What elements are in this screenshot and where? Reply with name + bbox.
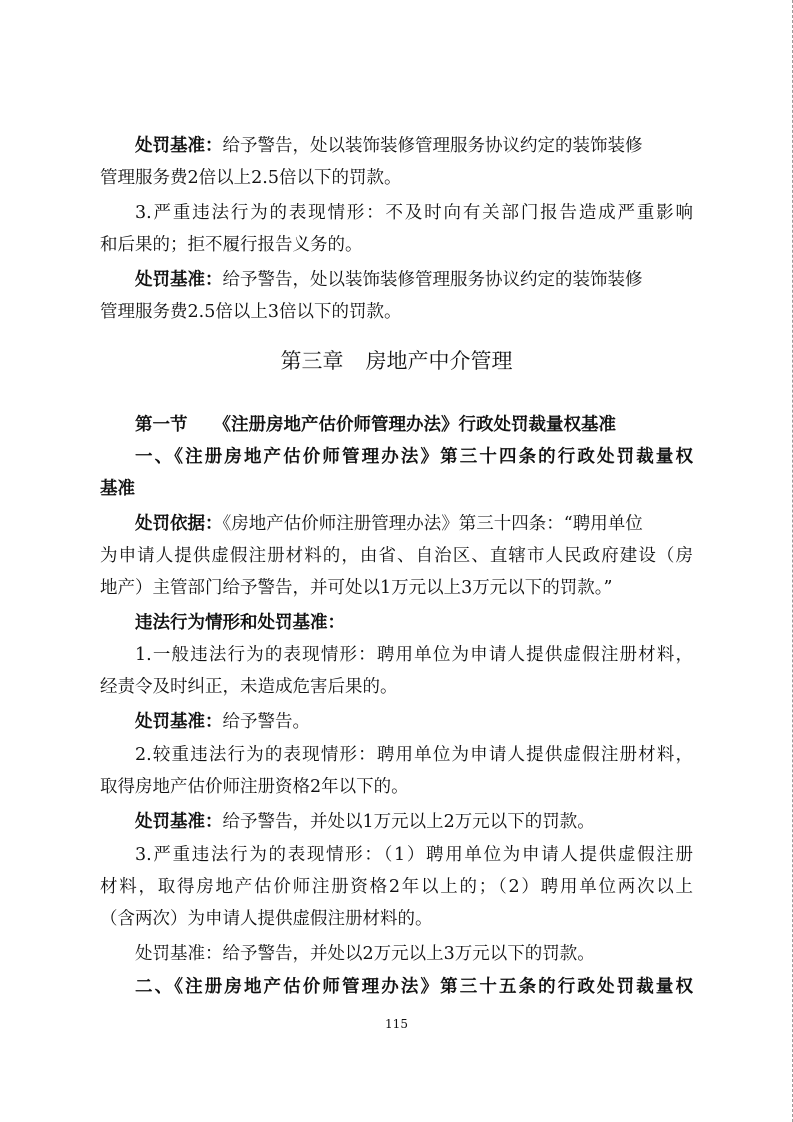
penalty-standard-line: 处罚基准：给予警告，并处以2万元以上3万元以下的罚款。 [135,944,595,964]
body-text-line: 管理服务费2.5倍以上3倍以下的罚款。 [100,302,402,322]
serious-violation-line: 3.严重违法行为的表现情形：不及时向有关部门报告造成严重影响 [135,203,693,223]
body-text-line: （含两次）为申请人提供虚假注册材料的。 [100,909,433,929]
penalty-basis-label: 处罚依据： [135,514,223,534]
penalty-standard-line [135,133,693,159]
penalty-standard-label: 处罚基准： [135,136,223,156]
moderate-violation-line: 2.较重违法行为的表现情形：聘用单位为申请人提供虚假注册材料， [135,745,693,765]
item-heading: 二、《注册房地产估价师管理办法》第三十五条的行政处罚裁量权 [135,977,693,997]
penalty-standard-text: 给予警告，处以装饰装修管理服务协议约定的装饰装修 [222,270,643,290]
penalty-standard-text: 给予警告。 [222,712,310,732]
penalty-standard-line [135,267,693,293]
penalty-standard-text: 给予警告，处以装饰装修管理服务协议约定的装饰装修 [222,136,643,156]
serious-violation-line: 3.严重违法行为的表现情形：（1）聘用单位为申请人提供虚假注册 [135,845,693,865]
penalty-standard-label: 处罚基准： [135,270,223,290]
body-text-line: 经责令及时纠正，未造成危害后果的。 [100,677,398,697]
body-text-line: 管理服务费2倍以上2.5倍以下的罚款。 [100,168,402,188]
page-number: 115 [385,1017,408,1031]
penalty-standard-text: 给予警告，并处以1万元以上2万元以下的罚款。 [222,812,595,832]
penalty-standard-label: 处罚基准： [135,712,223,732]
item-heading-continued: 基准 [100,479,135,499]
body-text-line: 取得房地产估价师注册资格2年以下的。 [100,777,409,797]
penalty-standard-line [135,809,693,835]
section-number: 第一节 [135,415,188,435]
body-text-line: 地产）主管部门给予警告，并可处以1万元以上3万元以下的罚款。” [100,578,613,598]
item-heading: 一、《注册房地产估价师管理办法》第三十四条的行政处罚裁量权 [135,447,693,467]
penalty-basis-text: 《房地产估价师注册管理办法》第三十四条：“聘用单位 [222,514,643,534]
section-title [135,412,693,438]
section-name: 《注册房地产估价师管理办法》行政处罚裁量权基准 [213,415,616,435]
penalty-standard-label: 处罚基准： [135,812,223,832]
chapter-title [0,346,793,376]
chapter-name: 房地产中介管理 [365,349,513,373]
violation-heading: 违法行为情形和处罚基准： [135,613,345,633]
body-text-line: 和后果的；拒不履行报告义务的。 [100,235,363,255]
body-text-line: 为申请人提供虚假注册材料的，由省、自治区、直辖市人民政府建设（房 [100,546,693,566]
chapter-number: 第三章 [280,349,344,373]
penalty-standard-line [135,709,693,735]
body-text-line: 材料，取得房地产估价师注册资格2年以上的；（2）聘用单位两次以上 [100,877,693,897]
penalty-basis-line [135,511,693,537]
general-violation-line: 1.一般违法行为的表现情形：聘用单位为申请人提供虚假注册材料， [135,645,693,665]
